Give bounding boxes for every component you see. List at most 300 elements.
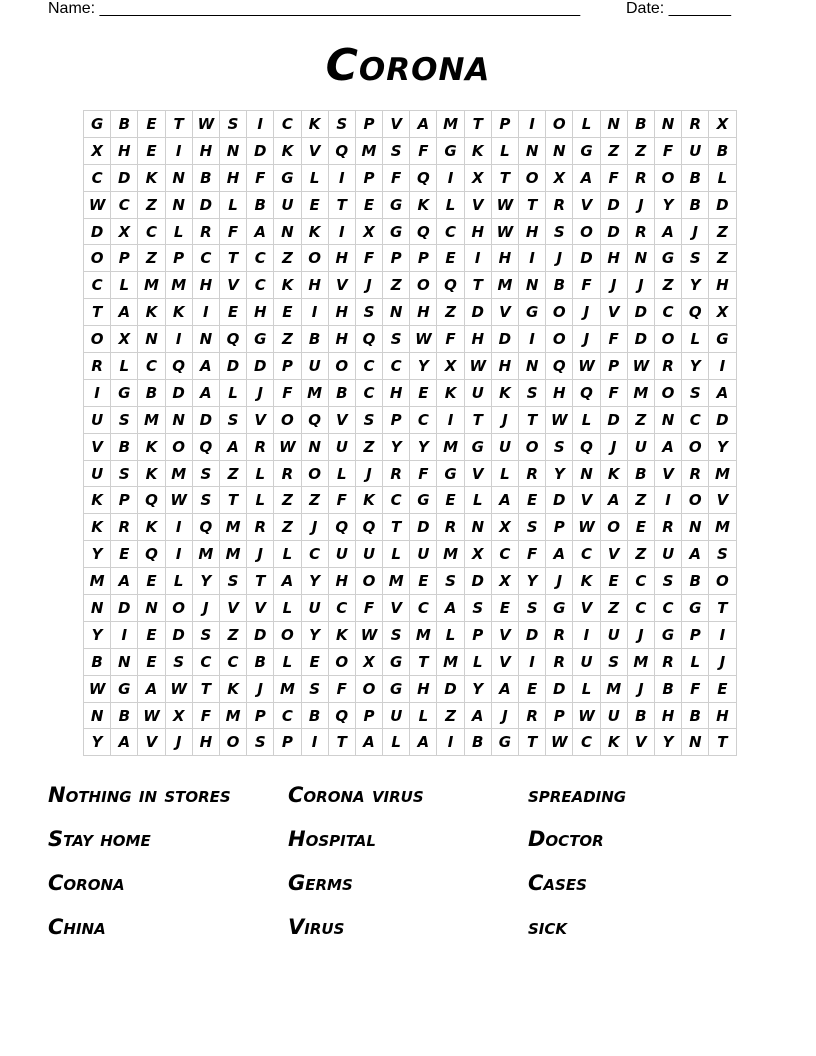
- grid-cell[interactable]: O: [355, 568, 382, 595]
- grid-cell[interactable]: D: [84, 218, 111, 245]
- grid-cell[interactable]: D: [600, 218, 627, 245]
- grid-cell[interactable]: N: [682, 729, 709, 756]
- grid-cell[interactable]: T: [192, 675, 219, 702]
- grid-cell[interactable]: E: [437, 487, 464, 514]
- grid-cell[interactable]: C: [383, 487, 410, 514]
- grid-cell[interactable]: N: [165, 406, 192, 433]
- grid-cell[interactable]: O: [573, 218, 600, 245]
- grid-cell[interactable]: A: [654, 433, 681, 460]
- grid-cell[interactable]: Q: [573, 379, 600, 406]
- grid-cell[interactable]: P: [383, 406, 410, 433]
- grid-cell[interactable]: F: [355, 595, 382, 622]
- grid-cell[interactable]: X: [84, 137, 111, 164]
- grid-cell[interactable]: I: [192, 299, 219, 326]
- grid-cell[interactable]: B: [627, 702, 654, 729]
- grid-cell[interactable]: A: [654, 218, 681, 245]
- grid-cell[interactable]: C: [301, 541, 328, 568]
- grid-cell[interactable]: O: [165, 433, 192, 460]
- grid-cell[interactable]: D: [192, 191, 219, 218]
- grid-cell[interactable]: O: [274, 621, 301, 648]
- grid-cell[interactable]: O: [519, 433, 546, 460]
- grid-cell[interactable]: Q: [355, 326, 382, 353]
- grid-cell[interactable]: B: [627, 460, 654, 487]
- grid-cell[interactable]: E: [274, 299, 301, 326]
- grid-cell[interactable]: L: [464, 648, 491, 675]
- grid-cell[interactable]: A: [600, 487, 627, 514]
- grid-cell[interactable]: C: [274, 111, 301, 138]
- grid-cell[interactable]: S: [165, 648, 192, 675]
- grid-cell[interactable]: M: [600, 675, 627, 702]
- grid-cell[interactable]: D: [600, 191, 627, 218]
- grid-cell[interactable]: E: [410, 568, 437, 595]
- grid-cell[interactable]: T: [328, 729, 355, 756]
- grid-cell[interactable]: T: [219, 487, 246, 514]
- grid-cell[interactable]: A: [491, 675, 518, 702]
- grid-cell[interactable]: V: [247, 406, 274, 433]
- grid-cell[interactable]: R: [247, 514, 274, 541]
- grid-cell[interactable]: D: [165, 621, 192, 648]
- grid-cell[interactable]: K: [573, 568, 600, 595]
- grid-cell[interactable]: V: [573, 595, 600, 622]
- grid-cell[interactable]: G: [709, 326, 736, 353]
- grid-cell[interactable]: K: [274, 137, 301, 164]
- grid-cell[interactable]: E: [627, 514, 654, 541]
- grid-cell[interactable]: L: [301, 164, 328, 191]
- grid-cell[interactable]: T: [519, 191, 546, 218]
- grid-cell[interactable]: R: [383, 460, 410, 487]
- grid-cell[interactable]: H: [464, 326, 491, 353]
- grid-cell[interactable]: A: [546, 541, 573, 568]
- grid-cell[interactable]: W: [165, 487, 192, 514]
- grid-cell[interactable]: I: [165, 514, 192, 541]
- grid-cell[interactable]: M: [410, 621, 437, 648]
- grid-cell[interactable]: I: [165, 326, 192, 353]
- grid-cell[interactable]: P: [491, 111, 518, 138]
- grid-cell[interactable]: F: [600, 379, 627, 406]
- grid-cell[interactable]: O: [165, 595, 192, 622]
- grid-cell[interactable]: A: [682, 541, 709, 568]
- grid-cell[interactable]: O: [654, 326, 681, 353]
- grid-cell[interactable]: C: [355, 379, 382, 406]
- grid-cell[interactable]: Z: [138, 245, 165, 272]
- grid-cell[interactable]: W: [464, 353, 491, 380]
- grid-cell[interactable]: M: [709, 460, 736, 487]
- grid-cell[interactable]: E: [437, 245, 464, 272]
- grid-cell[interactable]: R: [546, 621, 573, 648]
- grid-cell[interactable]: O: [654, 164, 681, 191]
- grid-cell[interactable]: F: [355, 245, 382, 272]
- grid-cell[interactable]: I: [464, 245, 491, 272]
- grid-cell[interactable]: J: [355, 272, 382, 299]
- grid-cell[interactable]: J: [192, 595, 219, 622]
- grid-cell[interactable]: E: [600, 568, 627, 595]
- grid-cell[interactable]: C: [192, 245, 219, 272]
- grid-cell[interactable]: W: [627, 353, 654, 380]
- grid-cell[interactable]: J: [627, 621, 654, 648]
- grid-cell[interactable]: I: [519, 326, 546, 353]
- grid-cell[interactable]: I: [165, 541, 192, 568]
- grid-cell[interactable]: C: [84, 164, 111, 191]
- grid-cell[interactable]: Q: [682, 299, 709, 326]
- grid-cell[interactable]: M: [165, 460, 192, 487]
- grid-cell[interactable]: Z: [709, 245, 736, 272]
- grid-cell[interactable]: W: [573, 514, 600, 541]
- grid-cell[interactable]: S: [383, 326, 410, 353]
- grid-cell[interactable]: Q: [410, 218, 437, 245]
- grid-cell[interactable]: T: [491, 164, 518, 191]
- grid-cell[interactable]: F: [519, 541, 546, 568]
- grid-cell[interactable]: J: [355, 460, 382, 487]
- grid-cell[interactable]: R: [627, 164, 654, 191]
- grid-cell[interactable]: P: [546, 702, 573, 729]
- grid-cell[interactable]: K: [138, 433, 165, 460]
- grid-cell[interactable]: V: [138, 729, 165, 756]
- grid-cell[interactable]: O: [410, 272, 437, 299]
- grid-cell[interactable]: C: [654, 595, 681, 622]
- grid-cell[interactable]: H: [328, 568, 355, 595]
- grid-cell[interactable]: H: [328, 326, 355, 353]
- grid-cell[interactable]: Q: [138, 541, 165, 568]
- grid-cell[interactable]: J: [627, 272, 654, 299]
- grid-cell[interactable]: V: [627, 729, 654, 756]
- grid-cell[interactable]: C: [654, 299, 681, 326]
- grid-cell[interactable]: P: [165, 245, 192, 272]
- grid-cell[interactable]: L: [165, 218, 192, 245]
- grid-cell[interactable]: L: [247, 460, 274, 487]
- grid-cell[interactable]: Z: [355, 433, 382, 460]
- grid-cell[interactable]: F: [328, 675, 355, 702]
- grid-cell[interactable]: L: [219, 379, 246, 406]
- grid-cell[interactable]: S: [192, 460, 219, 487]
- grid-cell[interactable]: O: [301, 245, 328, 272]
- grid-cell[interactable]: N: [519, 272, 546, 299]
- grid-cell[interactable]: O: [301, 460, 328, 487]
- grid-cell[interactable]: W: [274, 433, 301, 460]
- grid-cell[interactable]: V: [328, 272, 355, 299]
- grid-cell[interactable]: Z: [627, 406, 654, 433]
- grid-cell[interactable]: D: [410, 514, 437, 541]
- grid-cell[interactable]: A: [247, 218, 274, 245]
- grid-cell[interactable]: D: [546, 487, 573, 514]
- grid-cell[interactable]: Y: [84, 729, 111, 756]
- grid-cell[interactable]: J: [247, 541, 274, 568]
- grid-cell[interactable]: N: [138, 326, 165, 353]
- grid-cell[interactable]: S: [519, 595, 546, 622]
- grid-cell[interactable]: O: [274, 406, 301, 433]
- grid-cell[interactable]: W: [491, 191, 518, 218]
- grid-cell[interactable]: P: [682, 621, 709, 648]
- grid-cell[interactable]: U: [491, 433, 518, 460]
- grid-cell[interactable]: W: [192, 111, 219, 138]
- grid-cell[interactable]: G: [383, 648, 410, 675]
- grid-cell[interactable]: L: [464, 487, 491, 514]
- grid-cell[interactable]: L: [383, 729, 410, 756]
- grid-cell[interactable]: L: [247, 487, 274, 514]
- grid-cell[interactable]: U: [573, 648, 600, 675]
- grid-cell[interactable]: A: [437, 595, 464, 622]
- grid-cell[interactable]: M: [383, 568, 410, 595]
- grid-cell[interactable]: N: [84, 595, 111, 622]
- grid-cell[interactable]: X: [111, 218, 138, 245]
- grid-cell[interactable]: B: [111, 702, 138, 729]
- grid-cell[interactable]: V: [219, 595, 246, 622]
- grid-cell[interactable]: T: [464, 272, 491, 299]
- grid-cell[interactable]: C: [355, 353, 382, 380]
- grid-cell[interactable]: F: [654, 137, 681, 164]
- grid-cell[interactable]: W: [165, 675, 192, 702]
- grid-cell[interactable]: J: [491, 406, 518, 433]
- grid-cell[interactable]: M: [192, 541, 219, 568]
- grid-cell[interactable]: W: [573, 353, 600, 380]
- grid-cell[interactable]: A: [192, 379, 219, 406]
- grid-cell[interactable]: T: [84, 299, 111, 326]
- grid-cell[interactable]: U: [301, 353, 328, 380]
- grid-cell[interactable]: V: [301, 137, 328, 164]
- grid-cell[interactable]: T: [519, 406, 546, 433]
- grid-cell[interactable]: N: [383, 299, 410, 326]
- grid-cell[interactable]: C: [627, 568, 654, 595]
- grid-cell[interactable]: I: [519, 648, 546, 675]
- grid-cell[interactable]: B: [627, 111, 654, 138]
- grid-cell[interactable]: G: [84, 111, 111, 138]
- grid-cell[interactable]: T: [383, 514, 410, 541]
- grid-cell[interactable]: V: [654, 460, 681, 487]
- grid-cell[interactable]: L: [219, 191, 246, 218]
- grid-cell[interactable]: D: [573, 245, 600, 272]
- grid-cell[interactable]: C: [111, 191, 138, 218]
- grid-cell[interactable]: P: [111, 245, 138, 272]
- grid-cell[interactable]: M: [301, 379, 328, 406]
- grid-cell[interactable]: O: [600, 514, 627, 541]
- grid-cell[interactable]: K: [219, 675, 246, 702]
- grid-cell[interactable]: G: [546, 595, 573, 622]
- grid-cell[interactable]: B: [111, 433, 138, 460]
- grid-cell[interactable]: I: [301, 299, 328, 326]
- grid-cell[interactable]: T: [464, 111, 491, 138]
- grid-cell[interactable]: X: [111, 326, 138, 353]
- grid-cell[interactable]: J: [546, 245, 573, 272]
- grid-cell[interactable]: B: [682, 702, 709, 729]
- grid-cell[interactable]: D: [247, 353, 274, 380]
- grid-cell[interactable]: K: [274, 272, 301, 299]
- grid-cell[interactable]: I: [519, 245, 546, 272]
- grid-cell[interactable]: L: [165, 568, 192, 595]
- grid-cell[interactable]: L: [274, 648, 301, 675]
- grid-cell[interactable]: M: [491, 272, 518, 299]
- grid-cell[interactable]: B: [546, 272, 573, 299]
- grid-cell[interactable]: K: [437, 379, 464, 406]
- grid-cell[interactable]: R: [654, 648, 681, 675]
- grid-cell[interactable]: X: [437, 353, 464, 380]
- grid-cell[interactable]: A: [410, 111, 437, 138]
- grid-cell[interactable]: G: [491, 729, 518, 756]
- grid-cell[interactable]: Z: [274, 326, 301, 353]
- grid-cell[interactable]: A: [219, 433, 246, 460]
- grid-cell[interactable]: L: [709, 164, 736, 191]
- grid-cell[interactable]: Q: [192, 433, 219, 460]
- grid-cell[interactable]: K: [165, 299, 192, 326]
- grid-cell[interactable]: C: [84, 272, 111, 299]
- grid-cell[interactable]: Y: [654, 191, 681, 218]
- grid-cell[interactable]: N: [573, 460, 600, 487]
- grid-cell[interactable]: L: [682, 326, 709, 353]
- grid-cell[interactable]: E: [138, 137, 165, 164]
- grid-cell[interactable]: Y: [383, 433, 410, 460]
- grid-cell[interactable]: L: [491, 460, 518, 487]
- grid-cell[interactable]: H: [410, 299, 437, 326]
- grid-cell[interactable]: I: [709, 621, 736, 648]
- grid-cell[interactable]: O: [355, 675, 382, 702]
- grid-cell[interactable]: E: [301, 191, 328, 218]
- grid-cell[interactable]: I: [247, 111, 274, 138]
- grid-cell[interactable]: B: [654, 675, 681, 702]
- grid-cell[interactable]: T: [519, 729, 546, 756]
- grid-cell[interactable]: Y: [301, 568, 328, 595]
- grid-cell[interactable]: O: [519, 164, 546, 191]
- grid-cell[interactable]: O: [682, 487, 709, 514]
- grid-cell[interactable]: L: [573, 675, 600, 702]
- grid-cell[interactable]: S: [600, 648, 627, 675]
- grid-cell[interactable]: A: [410, 729, 437, 756]
- grid-cell[interactable]: Q: [219, 326, 246, 353]
- grid-cell[interactable]: Y: [709, 433, 736, 460]
- grid-cell[interactable]: G: [383, 218, 410, 245]
- grid-cell[interactable]: B: [84, 648, 111, 675]
- grid-cell[interactable]: E: [138, 568, 165, 595]
- grid-cell[interactable]: E: [519, 675, 546, 702]
- grid-cell[interactable]: E: [138, 648, 165, 675]
- grid-cell[interactable]: R: [274, 460, 301, 487]
- grid-cell[interactable]: Z: [274, 487, 301, 514]
- grid-cell[interactable]: H: [192, 137, 219, 164]
- grid-cell[interactable]: Q: [410, 164, 437, 191]
- grid-cell[interactable]: J: [573, 326, 600, 353]
- grid-cell[interactable]: S: [682, 245, 709, 272]
- grid-cell[interactable]: C: [192, 648, 219, 675]
- grid-cell[interactable]: U: [600, 621, 627, 648]
- grid-cell[interactable]: H: [464, 218, 491, 245]
- grid-cell[interactable]: H: [546, 379, 573, 406]
- grid-cell[interactable]: O: [709, 568, 736, 595]
- grid-cell[interactable]: Y: [301, 621, 328, 648]
- grid-cell[interactable]: W: [138, 702, 165, 729]
- grid-cell[interactable]: E: [138, 111, 165, 138]
- grid-cell[interactable]: U: [328, 433, 355, 460]
- grid-cell[interactable]: K: [138, 460, 165, 487]
- grid-cell[interactable]: K: [600, 729, 627, 756]
- grid-cell[interactable]: D: [519, 621, 546, 648]
- grid-cell[interactable]: P: [274, 353, 301, 380]
- grid-cell[interactable]: H: [247, 299, 274, 326]
- grid-cell[interactable]: R: [546, 648, 573, 675]
- grid-cell[interactable]: Y: [410, 353, 437, 380]
- grid-cell[interactable]: H: [328, 245, 355, 272]
- grid-cell[interactable]: S: [519, 514, 546, 541]
- grid-cell[interactable]: K: [84, 514, 111, 541]
- grid-cell[interactable]: B: [247, 191, 274, 218]
- grid-cell[interactable]: U: [654, 541, 681, 568]
- grid-cell[interactable]: I: [654, 487, 681, 514]
- grid-cell[interactable]: X: [355, 218, 382, 245]
- grid-cell[interactable]: N: [464, 514, 491, 541]
- grid-cell[interactable]: J: [247, 675, 274, 702]
- grid-cell[interactable]: J: [627, 191, 654, 218]
- grid-cell[interactable]: F: [383, 164, 410, 191]
- grid-cell[interactable]: I: [328, 164, 355, 191]
- grid-cell[interactable]: Z: [627, 541, 654, 568]
- grid-cell[interactable]: J: [709, 648, 736, 675]
- grid-cell[interactable]: J: [573, 299, 600, 326]
- grid-cell[interactable]: U: [84, 406, 111, 433]
- grid-cell[interactable]: D: [464, 299, 491, 326]
- grid-cell[interactable]: Z: [437, 299, 464, 326]
- grid-cell[interactable]: U: [600, 702, 627, 729]
- grid-cell[interactable]: V: [247, 595, 274, 622]
- grid-cell[interactable]: S: [192, 487, 219, 514]
- grid-cell[interactable]: M: [138, 406, 165, 433]
- grid-cell[interactable]: X: [355, 648, 382, 675]
- grid-cell[interactable]: U: [84, 460, 111, 487]
- grid-cell[interactable]: X: [464, 541, 491, 568]
- grid-cell[interactable]: N: [165, 164, 192, 191]
- grid-cell[interactable]: V: [491, 621, 518, 648]
- grid-cell[interactable]: C: [328, 595, 355, 622]
- grid-cell[interactable]: Y: [192, 568, 219, 595]
- grid-cell[interactable]: K: [138, 299, 165, 326]
- grid-cell[interactable]: J: [491, 702, 518, 729]
- grid-cell[interactable]: A: [464, 702, 491, 729]
- grid-cell[interactable]: G: [437, 460, 464, 487]
- grid-cell[interactable]: A: [274, 568, 301, 595]
- grid-cell[interactable]: S: [464, 595, 491, 622]
- grid-cell[interactable]: D: [709, 191, 736, 218]
- grid-cell[interactable]: X: [546, 164, 573, 191]
- grid-cell[interactable]: Z: [138, 191, 165, 218]
- grid-cell[interactable]: B: [682, 568, 709, 595]
- grid-cell[interactable]: A: [138, 675, 165, 702]
- grid-cell[interactable]: S: [355, 406, 382, 433]
- grid-cell[interactable]: G: [654, 245, 681, 272]
- grid-cell[interactable]: I: [84, 379, 111, 406]
- grid-cell[interactable]: B: [138, 379, 165, 406]
- grid-cell[interactable]: R: [627, 218, 654, 245]
- grid-cell[interactable]: S: [682, 379, 709, 406]
- grid-cell[interactable]: W: [491, 218, 518, 245]
- grid-cell[interactable]: Q: [165, 353, 192, 380]
- grid-cell[interactable]: I: [328, 218, 355, 245]
- grid-cell[interactable]: N: [519, 137, 546, 164]
- grid-cell[interactable]: C: [219, 648, 246, 675]
- grid-cell[interactable]: K: [328, 621, 355, 648]
- grid-cell[interactable]: P: [464, 621, 491, 648]
- grid-cell[interactable]: E: [111, 541, 138, 568]
- grid-cell[interactable]: Z: [274, 514, 301, 541]
- grid-cell[interactable]: L: [682, 648, 709, 675]
- grid-cell[interactable]: S: [437, 568, 464, 595]
- grid-cell[interactable]: H: [192, 729, 219, 756]
- grid-cell[interactable]: S: [383, 621, 410, 648]
- grid-cell[interactable]: C: [138, 353, 165, 380]
- grid-cell[interactable]: Q: [328, 137, 355, 164]
- grid-cell[interactable]: Q: [546, 353, 573, 380]
- grid-cell[interactable]: S: [192, 621, 219, 648]
- grid-cell[interactable]: T: [410, 648, 437, 675]
- grid-cell[interactable]: T: [328, 191, 355, 218]
- grid-cell[interactable]: N: [111, 648, 138, 675]
- grid-cell[interactable]: B: [682, 164, 709, 191]
- grid-cell[interactable]: T: [709, 729, 736, 756]
- grid-cell[interactable]: S: [111, 406, 138, 433]
